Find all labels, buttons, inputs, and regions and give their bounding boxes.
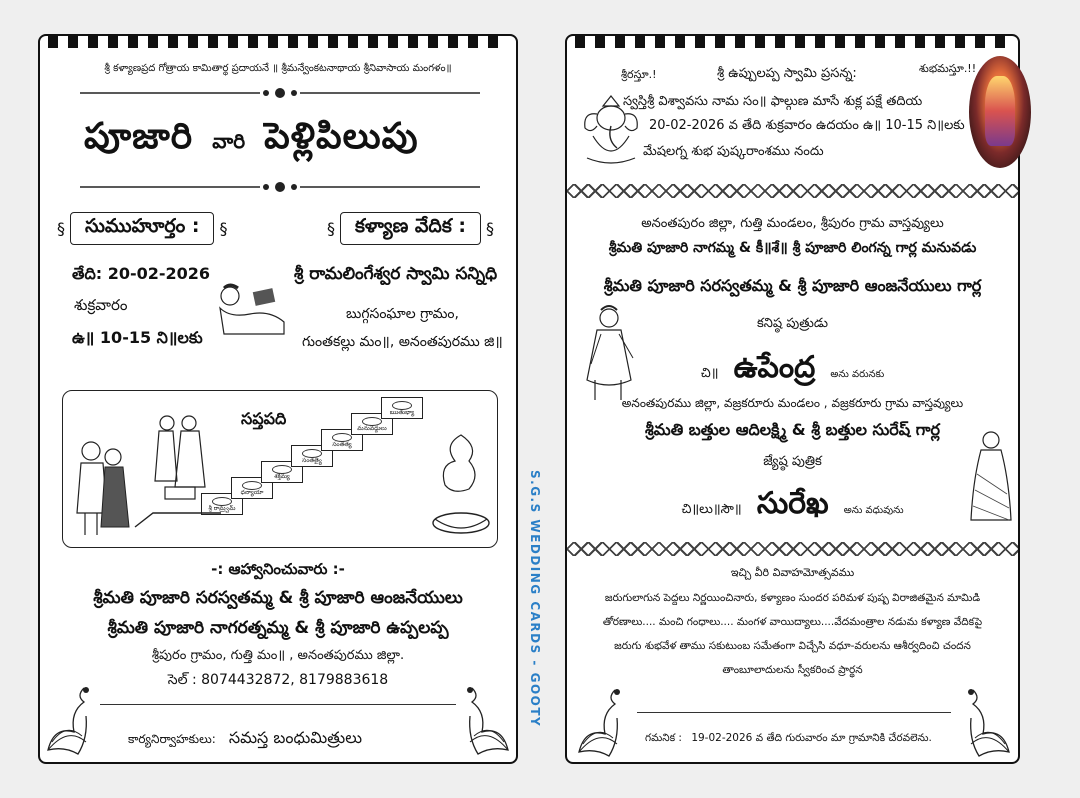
bride-name: సురేఖ xyxy=(756,486,829,521)
invitee-2: శ్రీమతి పూజారి నాగరత్నమ్మ & శ్రీ పూజారి ఉప్పలప్ప xyxy=(107,618,449,638)
title-family-name: పూజారి xyxy=(84,116,194,157)
wedding-date: తేది: 20-02-2026 xyxy=(72,264,211,283)
paragraph-line-4: తాంబూలాదులను స్వీకరించ ప్రార్థన xyxy=(722,664,863,676)
sri-rastu: శ్రీరస్తూ.! xyxy=(621,68,657,81)
saptapadi-step: సంతత్య xyxy=(321,429,363,451)
note-line xyxy=(645,732,932,747)
note-label: గమనిక : xyxy=(645,732,682,744)
bride-groom-walking-icon xyxy=(149,411,209,503)
groom-relation: కనిష్ఠ పుత్రుడు xyxy=(756,316,829,331)
bride-parents: శ్రీమతి బత్తుల ఆదిలక్ష్మి & శ్రీ బత్తుల సురేష్ గార్ల xyxy=(644,420,940,439)
saptapadi-title: సప్తపది xyxy=(241,409,287,428)
date-line: 20-02-2026 వ తేది శుక్రవారం ఉదయం ఉ॥ 10-15 ని॥లకు xyxy=(649,118,965,133)
blessing-line: శ్రీ కళ్యాణప్రద గోత్రాయ కామితార్థ ప్రదాయనే ॥ శ్రీమన్వేంకటనాథాయ శ్రీనివాసాయ మంగళం॥ xyxy=(104,63,452,74)
peacock-left-icon xyxy=(44,682,96,758)
organizers-label: కార్యనిర్వాహకులు: xyxy=(128,732,216,746)
groom-suffix: అను వరునకు xyxy=(830,369,885,380)
year-line: స్వస్తిశ్రీ విశ్వావసు నామ సం॥ ఫాల్గుణ మాసే శుక్ల పక్షే తదియ xyxy=(623,94,923,109)
bottom-divider xyxy=(80,180,480,194)
groom-prefix: చి॥ xyxy=(700,366,719,381)
bride-prefix: చి॥లు॥సౌ॥ xyxy=(681,502,742,517)
groom-line xyxy=(567,350,1018,392)
saptapadi-step: మనువద్దులు xyxy=(351,413,393,435)
groom-origin: అనంతపురం జిల్లా, గుత్తి మండలం, శ్రీపురం గ్రామ వాస్తవ్యులు xyxy=(641,216,944,231)
saptapadi-step: శ్రీ రామ్ర్వమ్ xyxy=(201,493,243,515)
note-text: 19-02-2026 వ తేది గురువారం మా గ్రామానికి చేరవలెను. xyxy=(691,732,932,744)
saptapadi-step: ధన్యాయా xyxy=(231,477,273,499)
couple-figure-icon xyxy=(69,435,139,539)
peacock-right-icon xyxy=(961,684,1013,760)
bride-origin: అనంతపురము జిల్లా, వజ్రకరూరు మండలం , వజ్రకరూరు గ్రామ వాస్తవ్యులు xyxy=(621,396,964,410)
saptapadi-step: సంతత్యై xyxy=(291,445,333,467)
saptapadi-step: శక్తిమ్య xyxy=(261,461,303,483)
top-divider xyxy=(80,86,480,100)
title-vari: వారి xyxy=(212,129,246,153)
wavy-divider-bottom xyxy=(567,542,1018,556)
ganesha-deepam-icon xyxy=(431,431,495,537)
wedding-day: శుక్రవారం xyxy=(74,296,128,314)
organizers-line xyxy=(128,728,362,751)
invitees-heading: -: ఆహ్వానించువారు :- xyxy=(211,560,345,578)
wavy-divider-top xyxy=(567,184,1018,198)
wedding-time: ఉ॥ 10-15 ని॥లకు xyxy=(72,328,203,347)
invitee-1: శ్రీమతి పూజారి సరస్వతమ్మ & శ్రీ పూజారి ఆంజనేయులు xyxy=(93,588,463,608)
muhurtham-label: § సుముహూర్తం : § xyxy=(70,212,214,245)
title-invite: పెళ్లిపిలుపు xyxy=(264,116,419,157)
phone-numbers: సెల్ : 8074432872, 8179883618 xyxy=(167,672,389,688)
address: శ్రీపురం గ్రామం, గుత్తి మం॥ , అనంతపురము జిల్లా. xyxy=(151,648,405,663)
groom-parents: శ్రీమతి పూజారి సరస్వతమ్మ & శ్రీ పూజారి ఆంజనేయులు గార్ల xyxy=(603,276,982,295)
deity-photo xyxy=(969,56,1031,168)
organizers-value: సమస్త బంధుమిత్రులు xyxy=(228,728,363,747)
right-card xyxy=(565,34,1020,764)
paragraph-line-2: తోరణాలు.... మంచి గంధాలు.... మంగళ వాయిద్యాలు....వేదమంత్రాల నడుమ కళ్యాణ వేదికపై xyxy=(602,616,983,628)
shubhamastu: శుభమస్తూ.!! xyxy=(919,62,977,75)
venue-place: గుంతకల్లు మం॥, అనంతపురము జి॥ xyxy=(302,334,503,350)
saptapadi-panel xyxy=(62,390,498,548)
groom-grandparents: శ్రీమతి పూజారి నాగమ్మ & కీ॥శే॥ శ్రీ పూజారి లింగన్న గార్ల మనువడు xyxy=(608,240,977,256)
printer-label xyxy=(528,470,558,728)
couple-illustration-icon xyxy=(210,282,286,338)
bride-line xyxy=(567,486,1018,528)
groom-name: ఉపేంద్ర xyxy=(733,350,816,385)
paragraph-line-3: జరుగు శుభవేళ తాము సకుటుంబ సమేతంగా విచ్చేసి వధూ-వరులను ఆశీర్వదించి చందన xyxy=(614,640,971,652)
venue-label: § కళ్యాణ వేదిక : § xyxy=(340,212,481,245)
printer-label-text: S.G.S WEDDING CARDS - GOOTY xyxy=(528,470,542,728)
bride-relation: జ్యేష్ఠ పుత్రిక xyxy=(763,454,822,469)
paragraph-line-1: జరుగులాగున పెద్దలు నిర్ణయించినారు, కళ్యాణం సుందర పరిమళ పుష్ప విరాజితమైన మామిడి xyxy=(604,592,981,604)
bride-suffix: అను వధువును xyxy=(843,505,904,516)
peacock-left-icon xyxy=(575,684,627,760)
venue-village: బుగ్గసంఘాల గ్రామం, xyxy=(346,306,459,322)
deity-line: శ్రీ ఉప్పులప్ప స్వామి ప్రసన్న: xyxy=(717,66,857,81)
lagna-line: మేషలగ్న శుభ పుష్కరాంశము నందు xyxy=(643,144,824,159)
invitation-title xyxy=(84,116,419,166)
peacock-right-icon xyxy=(460,682,512,758)
venue-name: శ్రీ రామలింగేశ్వర స్వామి సన్నిధి xyxy=(294,264,498,284)
intro-line: ఇచ్చి వీరి వివాహమోత్సవము xyxy=(730,566,855,579)
saptapadi-step: ఋతుభ్యా xyxy=(381,397,423,419)
